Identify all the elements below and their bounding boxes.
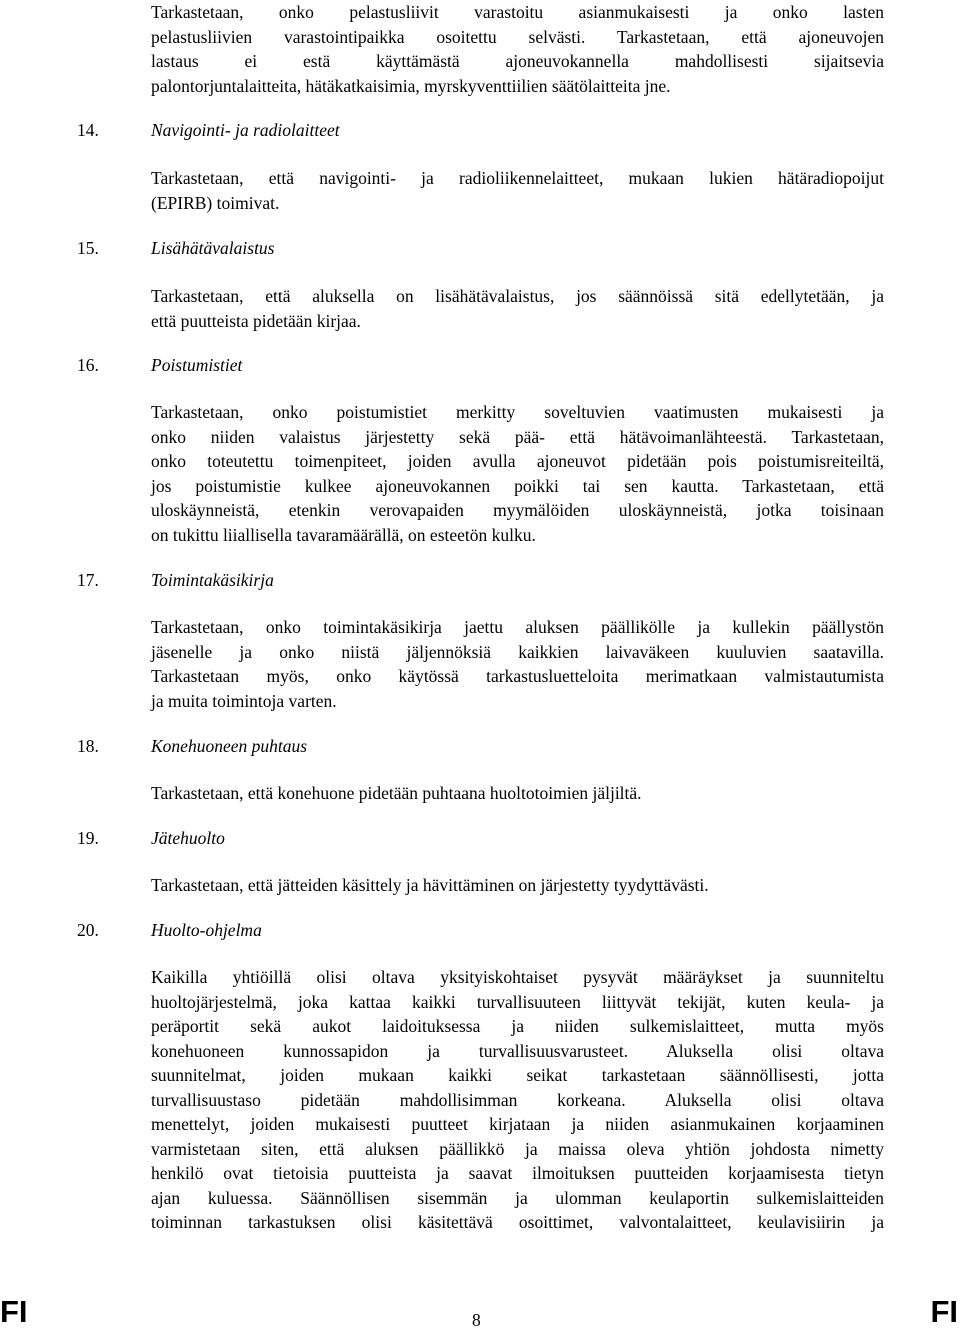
- section-title: Huolto-ohjelma: [151, 920, 262, 940]
- section-title: Navigointi- ja radiolaitteet: [151, 120, 340, 140]
- text-line: pelastusliivien varastointipaikka osoitettu selvästi. Tarkastetaan, että ajoneuvojen: [151, 26, 884, 47]
- text-line: konehuoneen kunnossapidon ja turvallisuusvarusteet. Aluksella olisi oltava: [151, 1040, 884, 1061]
- text-line: (EPIRB) toimivat.: [151, 192, 280, 213]
- section-number: 14.: [77, 120, 99, 140]
- paragraph-huolto-ohjelma: [151, 965, 884, 1235]
- text-line: Tarkastetaan, että navigointi- ja radioliikennelaitteet, mukaan lukien hätäradiopoijut: [151, 168, 884, 188]
- text-line: Kaikilla yhtiöillä olisi oltava yksityiskohtaiset pysyvät määräykset ja suunniteltu: [151, 967, 884, 987]
- text-line: turvallisuustaso pidetään mahdollisimman korkeana. Aluksella olisi oltava: [151, 1089, 884, 1110]
- text-line: Tarkastetaan myös, onko käytössä tarkastusluetteloita merimatkaan valmistautumista: [151, 666, 884, 686]
- text-line: on tukittu liiallisella tavaramäärällä, on esteetön kulku.: [151, 524, 536, 545]
- section-heading-16: [77, 353, 242, 377]
- text-line: menettelyt, joiden mukaisesti puutteet kirjataan ja niiden asianmukainen korjaaminen: [151, 1114, 884, 1134]
- section-number: 16.: [77, 355, 99, 375]
- text-line: uloskäynneistä, etenkin verovapaiden myymälöiden uloskäynneistä, jotka toisinaan: [151, 500, 884, 520]
- section-heading-17: [77, 568, 274, 592]
- section-heading-18: [77, 734, 307, 758]
- paragraph-poistumistiet: [151, 400, 884, 547]
- footer-language-code-right: FI: [930, 1294, 958, 1329]
- paragraph-konehuone: [151, 781, 884, 806]
- text-line: huoltojärjestelmä, joka kattaa kaikki turvallisuuteen liittyvät tekijät, kuten keula- ja: [151, 991, 884, 1012]
- text-line: ajan kuluessa. Säännöllisen sisemmän ja ulomman keulaportin sulkemislaitteiden: [151, 1187, 884, 1208]
- text-line: jos poistumistie kulkee ajoneuvokannen poikki tai sen kautta. Tarkastetaan, että: [151, 475, 884, 496]
- section-heading-20: [77, 918, 262, 942]
- text-line: Tarkastetaan, että jätteiden käsittely ja hävittäminen on järjestetty tyydyttävästi.: [151, 875, 709, 895]
- text-line: että puutteista pidetään kirjaa.: [151, 310, 361, 331]
- paragraph-jatehuolto: [151, 873, 884, 898]
- section-number: 19.: [77, 828, 99, 848]
- text-line: jäsenelle ja onko niistä jäljennöksiä kaikkien laivaväkeen kuuluvien saatavilla.: [151, 641, 884, 662]
- section-number: 18.: [77, 736, 99, 756]
- paragraph-navigointi: [151, 166, 884, 215]
- paragraph-toimintakasikirja: [151, 615, 884, 713]
- section-number: 17.: [77, 570, 99, 590]
- footer-language-code-left: FI: [0, 1294, 28, 1329]
- text-line: peräportit sekä aukot laidoituksessa ja niiden sulkemislaitteet, mutta myös: [151, 1016, 884, 1036]
- section-title: Poistumistiet: [151, 355, 243, 375]
- text-line: lastaus ei estä käyttämästä ajoneuvokannella mahdollisesti sijaitsevia: [151, 51, 884, 71]
- text-line: Tarkastetaan, onko pelastusliivit varastoitu asianmukaisesti ja onko lasten: [151, 2, 884, 22]
- text-line: onko toteutettu toimenpiteet, joiden avulla ajoneuvot pidetään pois poistumisreiteiltä,: [151, 451, 884, 471]
- section-heading-19: [77, 826, 225, 850]
- section-number: 20.: [77, 920, 99, 940]
- paragraph-lisahatavalaistus: [151, 284, 884, 333]
- section-title: Lisähätävalaistus: [151, 238, 275, 258]
- text-line: Tarkastetaan, että aluksella on lisähätävalaistus, jos säännöissä sitä edellytetään, ja: [151, 286, 884, 306]
- text-line: ja muita toimintoja varten.: [151, 690, 337, 711]
- text-line: suunnitelmat, joiden mukaan kaikki seikat tarkastetaan säännöllisesti, jotta: [151, 1065, 884, 1085]
- text-line: onko niiden valaistus järjestetty sekä pää- että hätävoimanlähteestä. Tarkastetaan,: [151, 426, 884, 447]
- text-line: henkilö ovat tietoisia puutteista ja saavat ilmoituksen puutteiden korjaamisesta tietyn: [151, 1163, 884, 1183]
- text-line: varmistetaan siten, että aluksen päällikkö ja maissa oleva yhtiön johdosta nimetty: [151, 1138, 884, 1159]
- section-title: Toimintakäsikirja: [151, 570, 274, 590]
- section-heading-14: [77, 118, 340, 142]
- text-line: Tarkastetaan, onko poistumistiet merkitty soveltuvien vaatimusten mukaisesti ja: [151, 402, 884, 422]
- section-title: Jätehuolto: [151, 828, 225, 848]
- section-title: Konehuoneen puhtaus: [151, 736, 308, 756]
- page-number: 8: [472, 1310, 481, 1330]
- text-line: toiminnan tarkastuksen olisi käsitettävä osoittimet, valvontalaitteet, keulavisiirin ja: [151, 1212, 884, 1232]
- text-line: palontorjuntalaitteita, hätäkatkaisimia, myrskyventtiilien säätölaitteita jne.: [151, 75, 671, 96]
- text-line: Tarkastetaan, onko toimintakäsikirja jaettu aluksen päällikölle ja kullekin päällystön: [151, 617, 884, 637]
- text-line: Tarkastetaan, että konehuone pidetään puhtaana huoltotoimien jäljiltä.: [151, 783, 642, 803]
- paragraph-pelastusliivit: [151, 0, 884, 98]
- section-number: 15.: [77, 238, 99, 258]
- section-heading-15: [77, 236, 275, 260]
